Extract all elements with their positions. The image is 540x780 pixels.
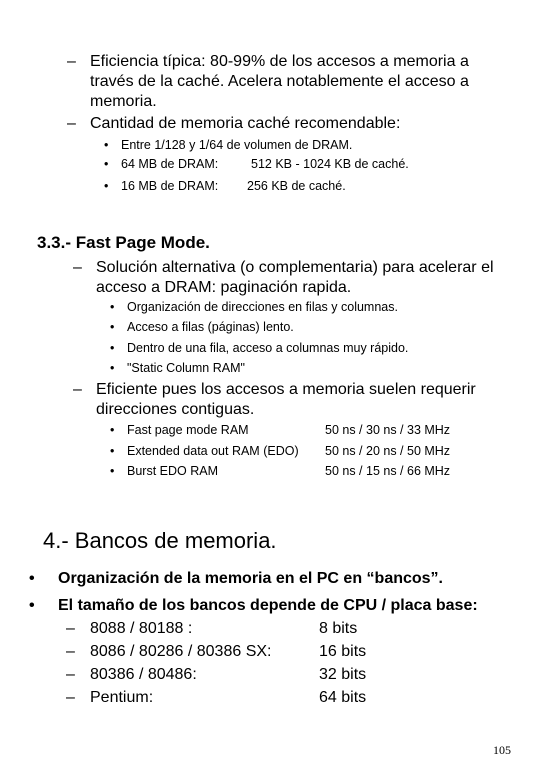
bullet-text: Dentro de una fila, acceso a columnas muy rápido. <box>127 341 409 355</box>
text-line: memoria. <box>90 93 157 110</box>
bullet-text: 64 MB de DRAM: <box>121 157 219 171</box>
dash-marker: – <box>66 689 75 706</box>
text-line: Solución alternativa (o complementaria) para acelerar el <box>96 259 494 276</box>
bullet-marker: • <box>110 341 115 355</box>
dash-marker: – <box>73 381 82 398</box>
bullet-text: El tamaño de los bancos depende de CPU / placa base: <box>58 597 478 614</box>
bullet-value: 50 ns / 15 ns / 66 MHz <box>325 464 451 478</box>
bullet-text: "Static Column RAM" <box>127 361 245 375</box>
dash-marker: – <box>73 259 82 276</box>
bank-bits: 16 bits <box>319 643 367 660</box>
bullet-text: Organización de la memoria en el PC en “bancos”. <box>58 570 443 587</box>
bullet-marker: • <box>29 570 35 587</box>
bank-bits: 32 bits <box>319 666 367 683</box>
dash-marker: – <box>67 115 76 132</box>
bullet-text: Burst EDO RAM <box>127 464 218 478</box>
bullet-value: 50 ns / 30 ns / 33 MHz <box>325 423 451 437</box>
dash-marker: – <box>67 53 76 70</box>
text-line: Eficiente pues los accesos a memoria suelen requerir <box>96 381 476 398</box>
section-title-fast-page-mode: 3.3.- Fast Page Mode. <box>37 233 210 252</box>
bullet-text: Organización de direcciones en filas y columnas. <box>127 300 398 314</box>
bullet-marker: • <box>110 423 115 437</box>
cpu-label: 8088 / 80188 : <box>90 620 193 637</box>
page-number: 105 <box>493 743 511 757</box>
bullet-text: Acceso a filas (páginas) lento. <box>127 320 294 334</box>
bullet-marker: • <box>104 138 109 152</box>
dash-marker: – <box>66 666 75 683</box>
cpu-label: 8086 / 80286 / 80386 SX: <box>90 643 272 660</box>
text-line: direcciones contiguas. <box>96 401 255 418</box>
bullet-marker: • <box>104 157 109 171</box>
bullet-marker: • <box>110 300 115 314</box>
text-line: Eficiencia típica: 80-99% de los accesos a memoria a <box>90 53 469 70</box>
bullet-marker: • <box>110 320 115 334</box>
dash-marker: – <box>66 620 75 637</box>
bullet-marker: • <box>29 597 35 614</box>
bullet-text: Fast page mode RAM <box>127 423 249 437</box>
text-line: Cantidad de memoria caché recomendable: <box>90 115 401 132</box>
bullet-marker: • <box>110 444 115 458</box>
section-title-memory-banks: 4.- Bancos de memoria. <box>43 528 277 553</box>
bullet-text: 16 MB de DRAM: <box>121 179 219 193</box>
text-line: acceso a DRAM: paginación rapida. <box>96 279 352 296</box>
bullet-value: 512 KB - 1024 KB de caché. <box>251 157 409 171</box>
bank-bits: 8 bits <box>319 620 358 637</box>
bullet-marker: • <box>110 361 115 375</box>
bullet-value: 256 KB de caché. <box>247 179 346 193</box>
cpu-label: Pentium: <box>90 689 154 706</box>
dash-marker: – <box>66 643 75 660</box>
bullet-marker: • <box>104 179 109 193</box>
bullet-value: 50 ns / 20 ns / 50 MHz <box>325 444 451 458</box>
bullet-text: Extended data out RAM (EDO) <box>127 444 299 458</box>
bullet-text: Entre 1/128 y 1/64 de volumen de DRAM. <box>121 138 353 152</box>
cpu-label: 80386 / 80486: <box>90 666 197 683</box>
bank-bits: 64 bits <box>319 689 367 706</box>
bullet-marker: • <box>110 464 115 478</box>
text-line: través de la caché. Acelera notablemente el acceso a <box>90 73 469 90</box>
